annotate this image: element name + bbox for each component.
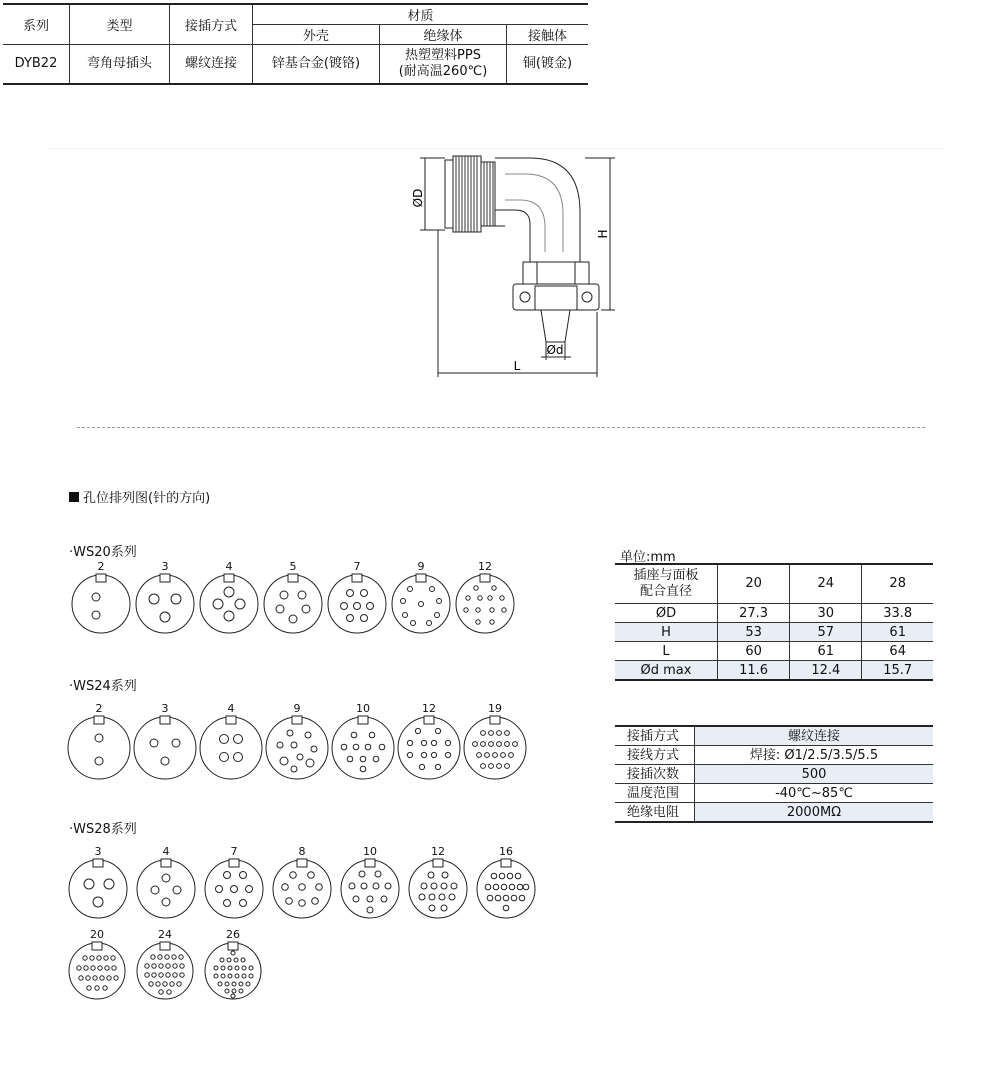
dims-cell: 53: [718, 623, 790, 642]
pin-diagram-ws20-2: [70, 561, 132, 635]
dims-row-label: Ød max: [615, 661, 718, 681]
pin-layout-icon: [203, 858, 265, 920]
series-label-ws28: ·WS28系列: [69, 822, 137, 837]
dims-cell: 61: [862, 623, 933, 642]
pin-count: 24: [158, 928, 172, 941]
pin-diagram-ws28-10: [339, 846, 401, 920]
dims-header-label: [615, 564, 718, 604]
dims-cell: 15.7: [862, 661, 933, 681]
pin-layout-icon: [67, 941, 127, 1001]
dims-cell: 33.8: [862, 604, 933, 623]
pin-count: 19: [488, 702, 502, 715]
pin-layout-icon: [271, 858, 333, 920]
pin-section-title-text: 孔位排列图(针的方向): [83, 491, 211, 506]
dashed-divider: [77, 427, 925, 428]
pin-layout-icon: [407, 858, 469, 920]
prop-label: 接插次数: [615, 765, 695, 784]
series-label-ws20: ·WS20系列: [69, 545, 137, 560]
dims-cell: 57: [790, 623, 862, 642]
prop-label: 接线方式: [615, 746, 695, 765]
pin-diagram-ws28-20: [67, 929, 127, 1001]
dims-cell: 64: [862, 642, 933, 661]
pin-diagram-ws20-4: [198, 561, 260, 635]
dims-row-label: ØD: [615, 604, 718, 623]
pin-layout-icon: [462, 715, 528, 781]
pin-count: 5: [289, 560, 297, 573]
prop-value: 2000MΩ: [695, 803, 934, 823]
header-series: 系列: [3, 4, 70, 45]
dims-cell: 12.4: [790, 661, 862, 681]
series-label-ws24: ·WS24系列: [69, 679, 137, 694]
pin-count: 16: [499, 845, 513, 858]
pin-count: 3: [94, 845, 102, 858]
pin-diagram-ws28-7: [203, 846, 265, 920]
pin-count: 3: [161, 702, 169, 715]
dims-header-line2: 配合直径: [639, 584, 692, 599]
dims-cell: 30: [790, 604, 862, 623]
pin-layout-icon: [396, 715, 462, 781]
pin-layout-icon: [326, 573, 388, 635]
pin-count: 12: [422, 702, 436, 715]
pin-count: 12: [431, 845, 445, 858]
prop-value: 螺纹连接: [695, 726, 934, 746]
dims-cell: 11.6: [718, 661, 790, 681]
pin-count: 4: [227, 702, 235, 715]
pin-layout-icon: [70, 573, 132, 635]
insulator-line1: 热塑塑料PPS: [405, 48, 481, 63]
prop-value: 焊接: Ø1/2.5/3.5/5.5: [695, 746, 934, 765]
pin-count: 8: [298, 845, 306, 858]
dims-header-size: 24: [790, 564, 862, 604]
pin-count: 10: [356, 702, 370, 715]
cell-shell: 锌基合金(镀铬): [253, 45, 380, 85]
prop-label: 接插方式: [615, 726, 695, 746]
pin-diagram-ws28-8: [271, 846, 333, 920]
header-connection: 接插方式: [170, 4, 253, 45]
pin-diagram-ws28-3: [67, 846, 129, 920]
pin-diagram-ws28-26: [203, 929, 263, 1001]
pin-count: 3: [161, 560, 169, 573]
pin-diagram-ws24-2: [66, 703, 132, 781]
dims-cell: 27.3: [718, 604, 790, 623]
dim-label-H: H: [596, 229, 610, 239]
pin-layout-icon: [198, 573, 260, 635]
prop-value: -40℃~85℃: [695, 784, 934, 803]
pin-layout-icon: [135, 858, 197, 920]
cell-contact: 铜(镀金): [507, 45, 589, 85]
pin-count: 2: [95, 702, 103, 715]
pin-diagram-ws20-12: [454, 561, 516, 635]
pin-count: 7: [230, 845, 238, 858]
pin-count: 9: [293, 702, 301, 715]
header-contact: 接触体: [507, 25, 589, 45]
insulator-line2: (耐高温260℃): [398, 64, 488, 79]
properties-table: [615, 725, 933, 823]
pin-diagram-ws20-7: [326, 561, 388, 635]
dim-label-L: L: [513, 359, 521, 373]
pin-diagram-ws28-12: [407, 846, 469, 920]
pin-layout-icon: [264, 715, 330, 781]
square-bullet-icon: [69, 492, 79, 502]
dimensions-table: [615, 563, 933, 681]
pin-layout-icon: [475, 858, 537, 920]
unit-label: 单位:mm: [620, 550, 676, 565]
pin-count: 10: [363, 845, 377, 858]
spec-table: [3, 3, 588, 85]
cell-series: DYB22: [3, 45, 70, 85]
dim-label-D: ØD: [411, 188, 425, 208]
cell-type: 弯角母插头: [70, 45, 170, 85]
pin-diagram-ws24-9: [264, 703, 330, 781]
pin-layout-icon: [203, 941, 263, 1001]
pin-layout-icon: [339, 858, 401, 920]
dims-header-size: 20: [718, 564, 790, 604]
pin-section-title: [69, 487, 210, 506]
dims-cell: 61: [790, 642, 862, 661]
pin-layout-icon: [390, 573, 452, 635]
connector-drawing: [405, 152, 635, 386]
pin-diagram-ws24-3: [132, 703, 198, 781]
pin-layout-icon: [198, 715, 264, 781]
pin-diagram-ws20-5: [262, 561, 324, 635]
prop-label: 绝缘电阻: [615, 803, 695, 823]
cell-connection: 螺纹连接: [170, 45, 253, 85]
pin-count: 2: [97, 560, 105, 573]
header-shell: 外壳: [253, 25, 380, 45]
dims-header-size: 28: [862, 564, 933, 604]
pin-diagram-ws20-9: [390, 561, 452, 635]
pin-count: 9: [417, 560, 425, 573]
pin-layout-icon: [134, 573, 196, 635]
prop-label: 温度范围: [615, 784, 695, 803]
pin-count: 20: [90, 928, 104, 941]
pin-layout-icon: [67, 858, 129, 920]
header-insulator: 绝缘体: [380, 25, 507, 45]
pin-count: 4: [162, 845, 170, 858]
dims-cell: 60: [718, 642, 790, 661]
pin-layout-icon: [132, 715, 198, 781]
pin-diagram-ws24-19: [462, 703, 528, 781]
pin-diagram-ws28-16: [475, 846, 537, 920]
pin-layout-icon: [262, 573, 324, 635]
pin-diagram-ws24-12: [396, 703, 462, 781]
pin-diagram-ws28-4: [135, 846, 197, 920]
pin-count: 26: [226, 928, 240, 941]
header-material: 材质: [253, 4, 589, 25]
dims-row-label: L: [615, 642, 718, 661]
dims-header-line1: 插座与面板: [633, 568, 699, 583]
pin-diagram-ws28-24: [135, 929, 195, 1001]
pin-layout-icon: [330, 715, 396, 781]
pin-diagram-ws24-10: [330, 703, 396, 781]
pin-count: 7: [353, 560, 361, 573]
divider-top: [48, 148, 943, 149]
pin-count: 12: [478, 560, 492, 573]
pin-count: 4: [225, 560, 233, 573]
pin-layout-icon: [66, 715, 132, 781]
pin-layout-icon: [135, 941, 195, 1001]
dim-label-d: Ød: [546, 343, 564, 357]
cell-insulator: [380, 45, 507, 85]
header-type: 类型: [70, 4, 170, 45]
pin-diagram-ws24-4: [198, 703, 264, 781]
pin-layout-icon: [454, 573, 516, 635]
pin-diagram-ws20-3: [134, 561, 196, 635]
dims-row-label: H: [615, 623, 718, 642]
prop-value: 500: [695, 765, 934, 784]
